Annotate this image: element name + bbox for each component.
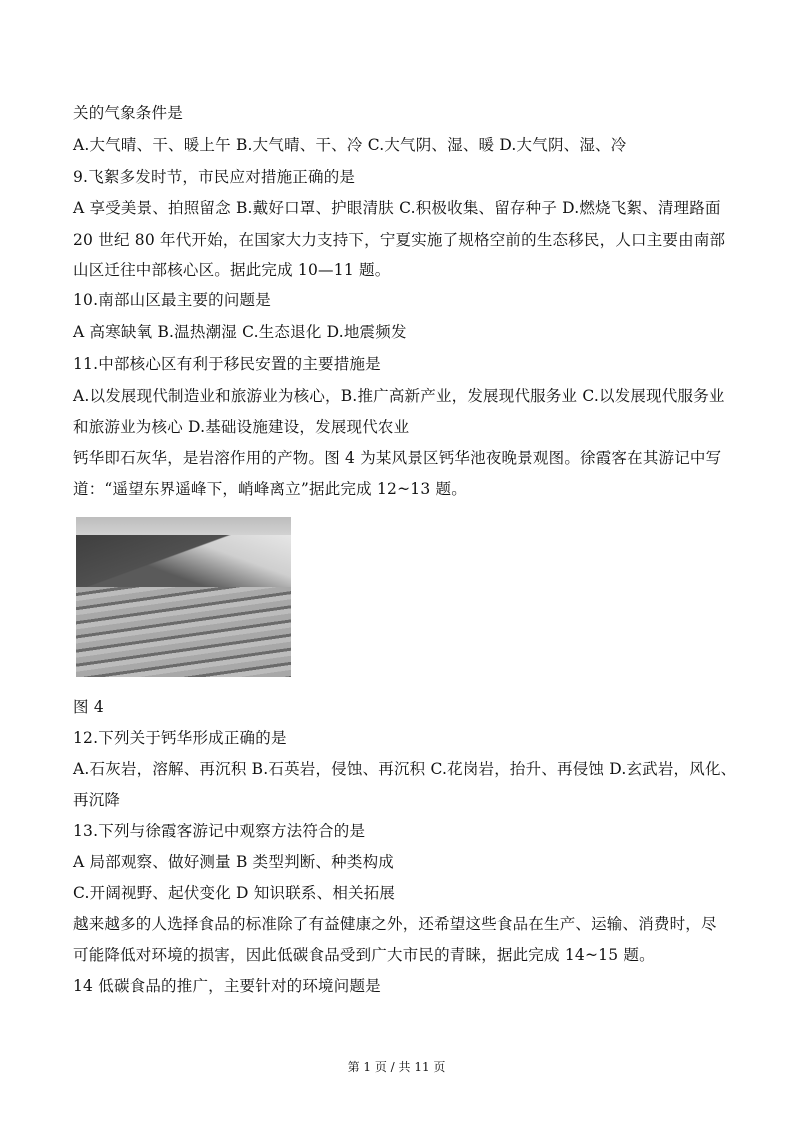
question-9: 9.飞絮多发时节，市民应对措施正确的是 (73, 168, 356, 186)
options-line: A 局部观察、做好测量 B 类型判断、种类构成 (73, 853, 394, 871)
travertine-landscape-photo (76, 517, 291, 677)
options-line: A 高寒缺氧 B.温热潮湿 C.生态退化 D.地震频发 (73, 323, 407, 341)
question-13: 13.下列与徐霞客游记中观察方法符合的是 (73, 822, 366, 840)
passage-line: 山区迁往中部核心区。据此完成 10—11 题。 (73, 261, 391, 279)
question-10: 10.南部山区最主要的问题是 (73, 291, 271, 309)
mountain-background (76, 535, 291, 595)
text-line: 关的气象条件是 (73, 104, 183, 122)
passage-line: 钙华即石灰华，是岩溶作用的产物。图 4 为某风景区钙华池夜晚景观图。徐霞客在其游记中写 (73, 449, 722, 467)
page-footer: 第 1 页 / 共 11 页 (347, 1060, 446, 1074)
passage-line: 20 世纪 80 年代开始，在国家大力支持下，宁夏实施了规格空前的生态移民，人口主要由南部 (73, 231, 726, 249)
passage-line: 越来越多的人选择食品的标准除了有益健康之外，还希望这些食品在生产、运输、消费时，尽 (73, 915, 717, 933)
options-line: 和旅游业为核心 D.基础设施建设，发展现代农业 (73, 418, 410, 436)
passage-line: 可能降低对环境的损害，因此低碳食品受到广大市民的青睐，据此完成 14~15 题。 (73, 946, 655, 964)
terrace-pools (76, 587, 291, 677)
options-line: A.以发展现代制造业和旅游业为核心，B.推广高新产业，发展现代服务业 C.以发展现代服务业 (73, 387, 725, 405)
options-line: A.石灰岩，溶解、再沉积 B.石英岩，侵蚀、再沉积 C.花岗岩，抬升、再侵蚀 D.玄武岩，风化、 (73, 760, 737, 778)
options-line: A.大气晴、干、暖上午 B.大气晴、干、冷 C.大气阴、湿、暖 D.大气阴、湿、冷 (73, 136, 627, 154)
passage-line: 道：“遥望东界遥峰下，峭峰离立”据此完成 12~13 题。 (73, 480, 467, 498)
figure-caption: 图 4 (73, 698, 104, 716)
question-11: 11.中部核心区有利于移民安置的主要措施是 (73, 355, 381, 373)
question-14: 14 低碳食品的推广，主要针对的环境问题是 (73, 977, 381, 995)
options-line: C.开阔视野、起伏变化 D 知识联系、相关拓展 (73, 884, 396, 902)
question-12: 12.下列关于钙华形成正确的是 (73, 729, 287, 747)
options-line: 再沉降 (73, 791, 121, 809)
options-line: A 享受美景、拍照留念 B.戴好口罩、护眼清肤 C.积极收集、留存种子 D.燃烧飞絮、清理路面 (73, 199, 721, 217)
